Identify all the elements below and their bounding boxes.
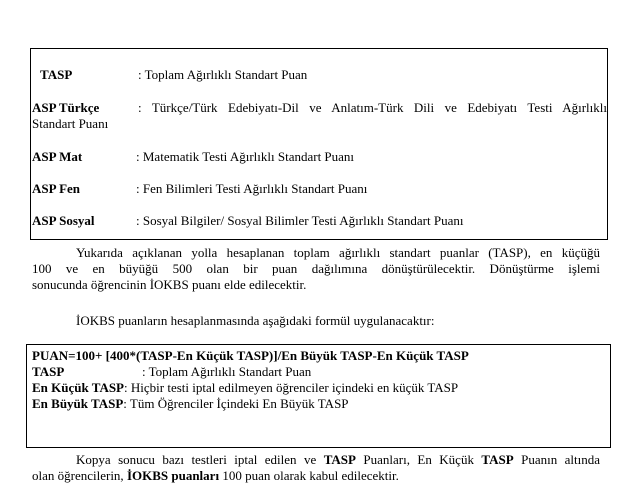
formula-term: En Küçük TASP: [32, 380, 125, 395]
definition-text: Fen Bilimleri Testi Ağırlıklı Standart Puanı: [142, 181, 368, 196]
formula-box: [26, 344, 611, 448]
text-span: Puanın altında: [513, 452, 601, 467]
formula-tasp-row: [32, 364, 605, 380]
text-span: 100 puan olarak kabul edilecektir.: [219, 468, 399, 483]
paragraph-tasp-conversion: [32, 245, 600, 293]
paragraph-formula-intro: İOKBS puanların hesaplanmasında aşağıdaki formül uygulanacaktır:: [76, 313, 435, 328]
definition-text-continued: Standart Puanı: [32, 116, 109, 131]
definition-text: Sosyal Bilgiler/ Sosyal Bilimler Testi Ağırlıklı Standart Puanı: [142, 213, 464, 228]
paragraph-line: 100 ve en büyüğü 500 olan bir puan dağılımına dönüştürülecektir. Dönüştürme işlemi: [32, 261, 600, 276]
formula-term: TASP: [32, 364, 65, 379]
bold-span: İOKBS puanları: [126, 468, 220, 483]
formula-line: PUAN=100+ [400*(TASP-En Küçük TASP)]/En Büyük TASP-En Küçük TASP: [32, 348, 469, 363]
definition-colon: :: [138, 67, 142, 82]
definition-colon: :: [136, 213, 140, 228]
definition-text: Toplam Ağırlıklı Standart Puan: [144, 67, 308, 82]
definition-term: ASP Fen: [32, 181, 81, 196]
definition-colon: :: [136, 181, 140, 196]
formula-min-row: [32, 380, 605, 396]
bold-span: TASP: [481, 452, 514, 467]
paragraph-line: sonucunda öğrencinin İOKBS puanı elde edilecektir.: [32, 277, 307, 292]
bold-span: TASP: [323, 452, 356, 467]
text-span: Kopya sonucu bazı testleri iptal edilen ve: [76, 452, 324, 467]
definition-term: TASP: [40, 67, 73, 82]
definition-text: Matematik Testi Ağırlıklı Standart Puanı: [142, 149, 355, 164]
definition-term: ASP Sosyal: [32, 213, 95, 228]
formula-text: : Hiçbir testi iptal edilmeyen öğrenciler içindeki en küçük TASP: [124, 380, 459, 395]
definition-colon: :: [136, 149, 140, 164]
paragraph-line: Yukarıda açıklanan yolla hesaplanan toplam ağırlıklı standart puanlar (TASP), en küçüğü: [76, 245, 600, 260]
definitions-box: [30, 48, 608, 240]
formula-max-row: [32, 396, 605, 412]
formula-text: : Toplam Ağırlıklı Standart Puan: [142, 364, 312, 379]
text-span: olan öğrencilerin,: [32, 468, 127, 483]
definition-term: ASP Türkçe: [32, 100, 100, 115]
definition-colon: :: [138, 100, 142, 115]
definition-term: ASP Mat: [32, 149, 83, 164]
formula-term: En Büyük TASP: [32, 396, 124, 411]
text-span: Puanları, En Küçük: [355, 452, 482, 467]
definition-text: Türkçe/Türk Edebiyatı-Dil ve Anlatım-Türk Dili ve Edebiyatı Testi Ağırlıklı: [151, 100, 607, 115]
paragraph-cheating-rule: [32, 452, 600, 484]
formula-text: : Tüm Öğrenciler İçindeki En Büyük TASP: [123, 396, 349, 411]
